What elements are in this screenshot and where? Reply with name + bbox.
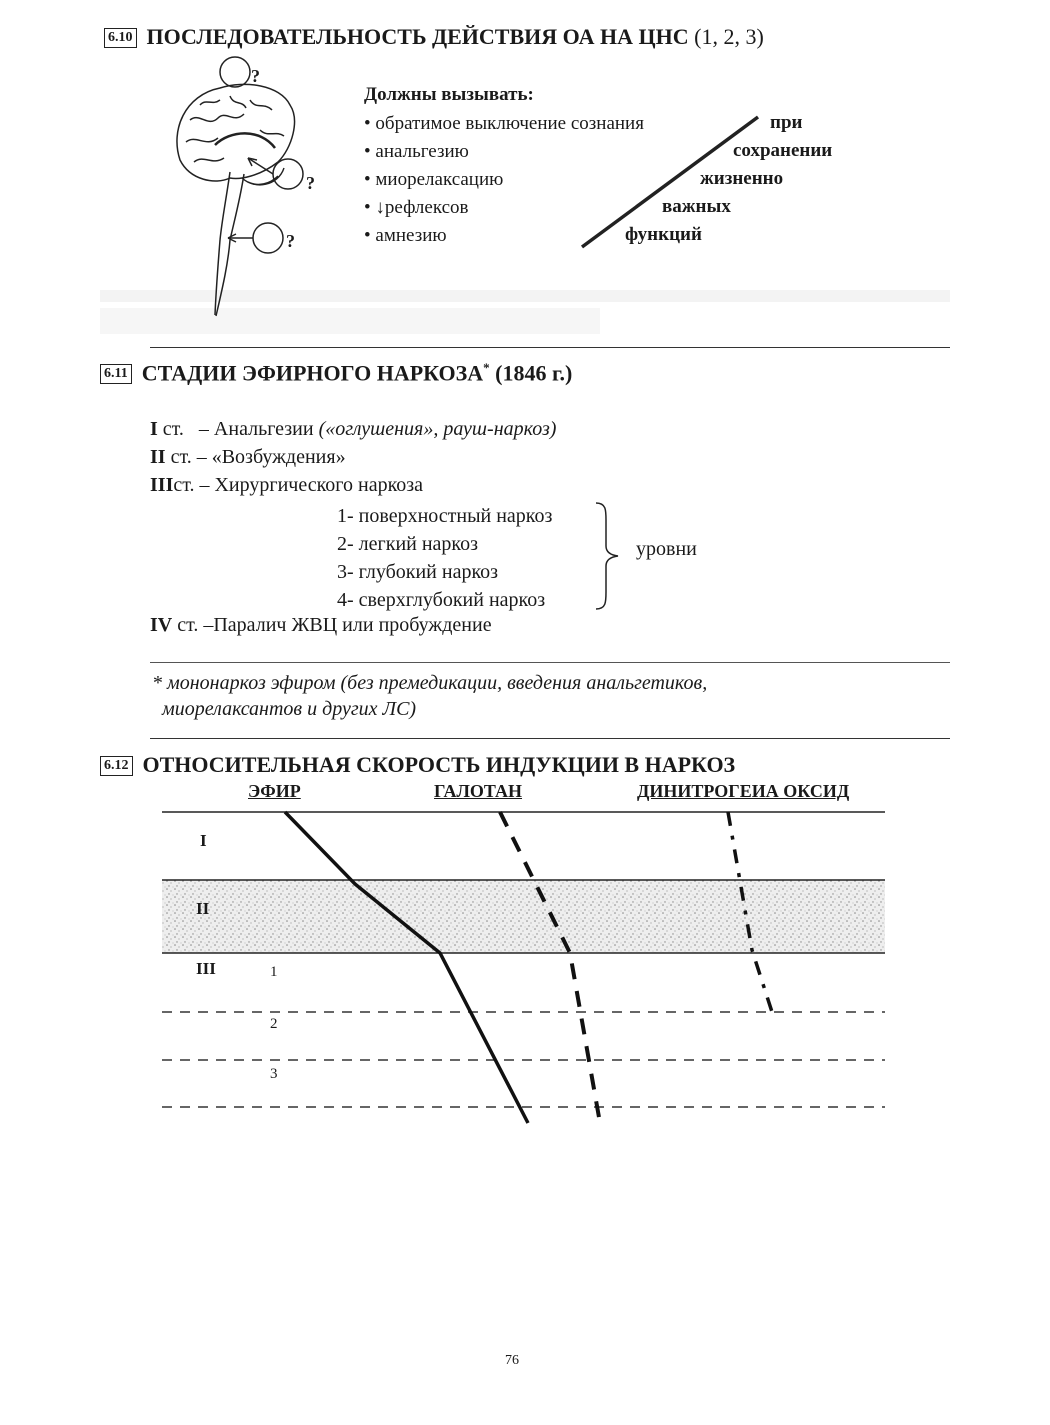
side-word: сохранении xyxy=(733,140,833,161)
stage-line: IIIст. – Хирургического наркоза xyxy=(150,474,424,496)
column-header-halothane: ГАЛОТАН xyxy=(434,781,523,801)
stage-line: I ст. – Анальгезии («оглушения», рауш-наркоз) xyxy=(150,418,557,440)
level-label: 2 xyxy=(270,1016,278,1032)
stage-label: II xyxy=(196,899,210,918)
question-mark: ? xyxy=(306,173,315,193)
brain-illustration xyxy=(160,50,360,330)
curly-brace xyxy=(592,500,622,612)
ether-induction-line xyxy=(285,812,528,1123)
stage-label: III xyxy=(196,959,216,978)
side-word: при xyxy=(770,112,803,133)
section-title: СТАДИИ ЭФИРНОГО НАРКОЗА xyxy=(141,360,484,386)
stage-line: II ст. – «Возбуждения» xyxy=(150,446,346,468)
side-word: жизненно xyxy=(700,168,784,189)
section-divider xyxy=(150,738,950,739)
stage-ii-band xyxy=(162,880,885,953)
list-item: • миорелаксацию xyxy=(364,169,504,190)
level-label: 1 xyxy=(270,964,278,980)
section-number: 6.10 xyxy=(104,28,137,48)
list-item: 4- сверхглубокий наркоз xyxy=(337,589,546,611)
column-header-ether: ЭФИР xyxy=(248,781,301,801)
question-mark: ? xyxy=(286,231,295,251)
stage-line: IV ст. –Паралич ЖВЦ или пробуждение xyxy=(150,614,492,636)
levels-label: уровни xyxy=(636,538,697,560)
side-word: важных xyxy=(662,196,731,217)
question-mark: ? xyxy=(251,66,260,86)
section-title: ОТНОСИТЕЛЬНАЯ СКОРОСТЬ ИНДУКЦИИ В НАРКОЗ xyxy=(142,752,736,777)
down-arrow-icon: ↓ xyxy=(375,197,385,218)
list-item: • анальгезию xyxy=(364,141,469,162)
list-item: • ↓рефлексов xyxy=(364,197,469,218)
footnote-divider xyxy=(150,662,950,663)
list-item: 2- легкий наркоз xyxy=(337,533,479,555)
section-year: (1846 г.) xyxy=(495,360,573,386)
footnote: * мононаркоз эфиром (без премедикации, введения анальгетиков, xyxy=(152,672,708,694)
side-word: функций xyxy=(625,224,702,245)
stage-label: I xyxy=(200,831,207,850)
must-cause-heading: Должны вызывать: xyxy=(364,84,534,105)
section-6-12-header xyxy=(100,752,735,778)
section-number: 6.11 xyxy=(100,364,132,384)
section-number: 6.12 xyxy=(100,756,133,776)
asterisk: * xyxy=(483,360,490,375)
list-item: • обратимое выключение сознания xyxy=(364,113,644,134)
list-item: 3- глубокий наркоз xyxy=(337,561,499,583)
induction-diagram xyxy=(150,800,900,1140)
section-divider xyxy=(150,347,950,348)
level-label: 3 xyxy=(270,1066,278,1082)
list-item: • амнезию xyxy=(364,225,447,246)
section-refs: (1, 2, 3) xyxy=(694,24,764,49)
column-header-nitrous-oxide: ДИНИТРОГЕИА ОКСИД xyxy=(637,781,850,801)
section-title: ПОСЛЕДОВАТЕЛЬНОСТЬ ДЕЙСТВИЯ ОА НА ЦНС xyxy=(146,24,689,49)
section-6-10-header xyxy=(104,24,764,50)
section-6-11-header xyxy=(100,360,572,386)
list-item: 1- поверхностный наркоз xyxy=(337,505,553,527)
footnote: миорелаксантов и других ЛС) xyxy=(162,698,417,720)
page-number: 76 xyxy=(505,1353,519,1368)
halothane-induction-line xyxy=(500,812,600,1123)
levels-list xyxy=(337,502,552,614)
